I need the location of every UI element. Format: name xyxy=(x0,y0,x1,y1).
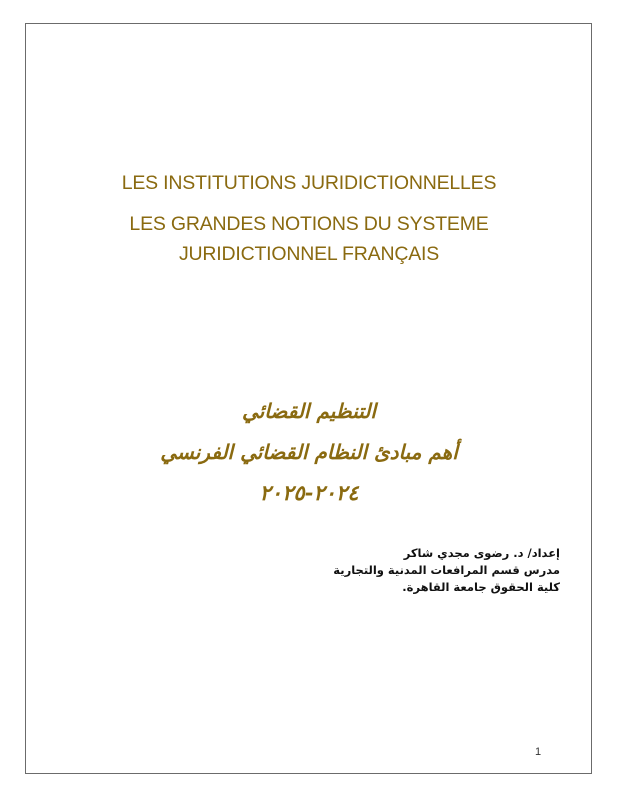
author-block xyxy=(260,545,560,596)
author-position: مدرس قسم المرافعات المدنية والتجارية xyxy=(333,563,560,577)
author-name: إعداد/ د. رضوى مجدي شاكر xyxy=(403,546,560,560)
author-institution: كلية الحقوق جامعة القاهرة. xyxy=(402,580,560,594)
french-title-line-1: LES INSTITUTIONS JURIDICTIONNELLES xyxy=(121,172,497,194)
arabic-subtitle: أهم مبادئ النظام القضائي الفرنسي xyxy=(160,440,458,464)
arabic-title: التنظيم القضائي xyxy=(242,399,376,423)
french-title-line-2: LES GRANDES NOTIONS DU SYSTEME xyxy=(129,213,489,235)
french-title-line-3: JURIDICTIONNEL FRANÇAIS xyxy=(178,243,440,265)
page-number: 1 xyxy=(535,746,542,758)
academic-year: ٢٠٢٤-٢٠٢٥ xyxy=(259,480,359,505)
